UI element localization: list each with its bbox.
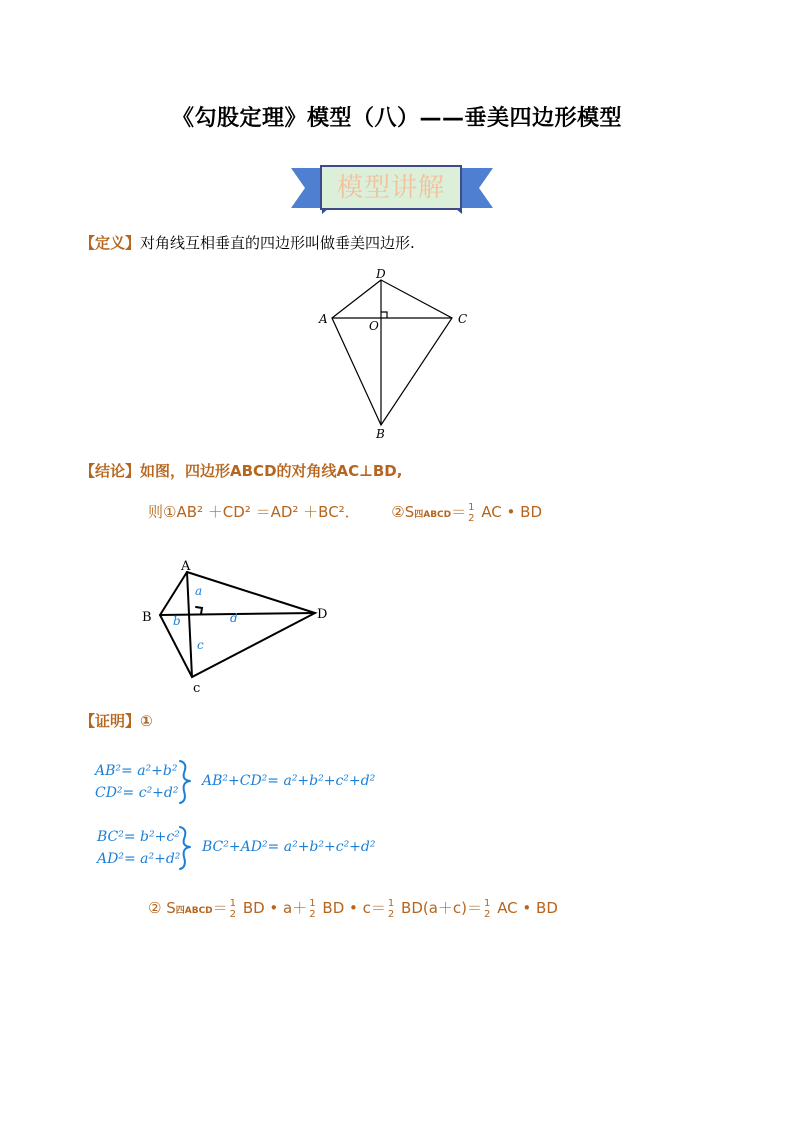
conclusion-part2-sub: 四ABCD xyxy=(414,510,452,520)
half-fraction xyxy=(230,898,236,920)
handdrawn-ac xyxy=(187,572,192,677)
hw1-line2: CD²= c²+d² xyxy=(95,785,179,801)
half-fraction xyxy=(388,898,394,920)
step2-prefix: ② S xyxy=(148,899,176,917)
handdrawn-right-angle xyxy=(196,607,202,614)
step2-term3: BD(a＋c)＝ xyxy=(401,899,483,917)
kite-figure xyxy=(310,262,480,442)
label-c: C xyxy=(458,312,468,326)
definition-line xyxy=(80,232,415,253)
hw1-line1: AB²= a²+b² xyxy=(95,763,178,779)
fraction-num: 1 xyxy=(309,897,316,909)
segment-b: b xyxy=(173,614,181,628)
fraction-den: 2 xyxy=(468,512,475,524)
hw-label-c: c xyxy=(193,681,201,695)
segment-a: a xyxy=(195,584,203,598)
handwritten-proof-2 xyxy=(92,823,382,873)
fraction-num: 1 xyxy=(387,897,395,909)
conclusion-line xyxy=(80,460,402,481)
hw-label-d: D xyxy=(317,607,328,622)
fraction-den: 2 xyxy=(309,908,316,920)
step2-term1: BD • a＋ xyxy=(242,899,308,917)
fraction-den: 2 xyxy=(229,908,237,920)
segment-c: c xyxy=(197,638,204,652)
conclusion-part2-prefix: ②S xyxy=(391,503,415,521)
hw2-brace xyxy=(180,827,190,869)
hw-label-b: B xyxy=(142,610,152,625)
hw-label-a: A xyxy=(181,559,191,574)
conclusion-tag: 【结论】 xyxy=(80,462,141,480)
section-banner xyxy=(291,162,493,214)
segment-d: d xyxy=(230,611,238,625)
conclusion-eq: ＝ xyxy=(451,503,467,521)
definition-text: 对角线互相垂直的四边形叫做垂美四边形. xyxy=(140,234,415,252)
fraction-den: 2 xyxy=(484,908,491,920)
fraction-num: 1 xyxy=(468,501,475,513)
proof-step1: ① xyxy=(140,712,153,730)
half-fraction xyxy=(484,898,490,920)
handwritten-proof-1 xyxy=(92,757,382,807)
label-d: D xyxy=(376,267,386,281)
conclusion-part2-tail: AC • BD xyxy=(481,503,543,521)
proof-step2 xyxy=(148,897,558,920)
conclusion-part1: 则①AB² ＋CD² ＝AD² ＋BC²． xyxy=(148,503,360,521)
hw2-result: BC²+AD²= a²+b²+c²+d² xyxy=(202,839,376,855)
proof-line xyxy=(80,710,153,731)
right-angle-mark xyxy=(381,312,387,318)
hw1-brace xyxy=(180,761,190,803)
hw2-line2: AD²= a²+d² xyxy=(97,851,181,867)
conclusion-formulas xyxy=(148,501,542,524)
label-a: A xyxy=(319,312,328,326)
kite-outline xyxy=(332,280,452,425)
label-b: B xyxy=(376,427,385,441)
hw1-result: AB²+CD²= a²+b²+c²+d² xyxy=(202,773,376,789)
page-title: 《勾股定理》模型（八）——垂美四边形模型 xyxy=(171,106,622,131)
label-o: O xyxy=(369,319,379,333)
step2-term2: BD • c＝ xyxy=(322,899,386,917)
fraction-num: 1 xyxy=(484,897,491,909)
proof-tag: 【证明】 xyxy=(80,712,141,730)
conclusion-text: 如图，四边形ABCD的对角线AC⊥BD, xyxy=(140,462,403,480)
half-fraction xyxy=(468,502,474,524)
fraction-num: 1 xyxy=(229,897,237,909)
half-fraction xyxy=(309,898,315,920)
definition-tag: 【定义】 xyxy=(80,234,141,252)
step2-sub: 四ABCD xyxy=(175,906,213,916)
handdrawn-figure xyxy=(135,555,340,695)
fraction-den: 2 xyxy=(387,908,395,920)
step2-term4: AC • BD xyxy=(497,899,558,917)
hw2-line1: BC²= b²+c² xyxy=(97,829,180,845)
banner-label: 模型讲解 xyxy=(320,165,462,210)
step2-eq1: ＝ xyxy=(212,899,228,917)
